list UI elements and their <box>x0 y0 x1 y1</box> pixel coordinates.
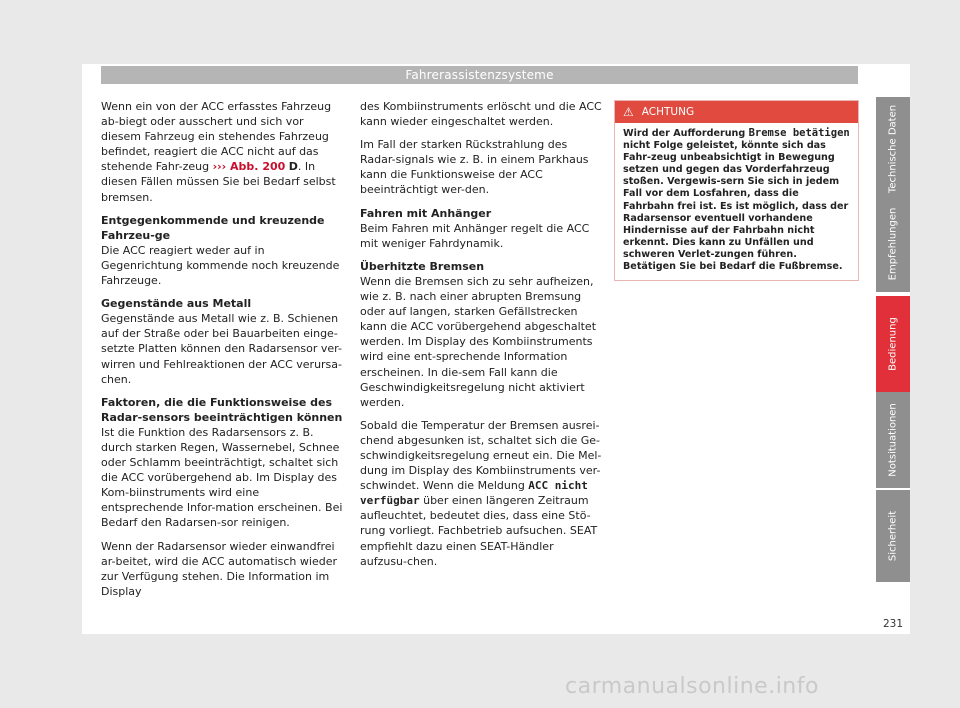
subheading: Entgegenkommende und kreuzende Fahrzeu-ge <box>101 213 325 242</box>
paragraph: Wenn ein von der ACC erfasstes Fahrzeug ab-biegt oder ausschert und sich vor diesem Fahrzeug ein stehendes Fahrzeug befindet, reagiert die ACC nicht auf das stehende Fahr-zeug ››› Abb. 200 D. In diesen Fällen müssen Sie bei Bedarf selbst bremsen. <box>101 100 336 204</box>
paragraph: des Kombiinstruments erlöscht und die ACC kann wieder eingeschaltet werden. <box>360 100 602 129</box>
tab-empfehlungen[interactable]: Empfehlungen <box>876 196 910 292</box>
warning-title: ACHTUNG <box>641 106 695 118</box>
warning-triangle-icon: ⚠ <box>623 105 634 119</box>
tab-bedienung[interactable]: Bedienung <box>876 296 910 392</box>
watermark: carmanualsonline.info <box>565 674 819 699</box>
tab-technische-daten[interactable]: Technische Daten <box>876 97 910 201</box>
paragraph: Gegenstände aus Metall wie z. B. Schienen auf der Straße oder bei Bauarbeiten einge-setzte Platten können den Radarsensor ver-wirren und Fehlreaktionen der ACC verursa-chen. <box>101 312 343 386</box>
paragraph: Beim Fahren mit Anhänger regelt die ACC mit weniger Fahrdynamik. <box>360 221 590 250</box>
page-number: 231 <box>882 618 903 630</box>
text-column-left <box>101 99 344 607</box>
subheading: Gegenstände aus Metall <box>101 297 252 311</box>
paragraph: Wenn die Bremsen sich zu sehr aufheizen, wie z. B. nach einer abrupten Bremsung oder auf langen, starken Gefällstrecken kann die ACC vorübergehend abgeschaltet werden. Im Display des Kombiinstruments wird eine ent-sprechende Information erscheinen. In die-sem Fall kann die Geschwindigkeitsregelung nicht aktiviert werden. <box>360 274 597 409</box>
warning-header <box>615 101 858 123</box>
paragraph: Sobald die Temperatur der Bremsen ausrei-chend abgesunken ist, schaltet sich die Ge-schwindigkeitsregelung erneut ein. Die Mel-dung im Display des Kombiinstruments ver-schwindet. Wenn die Meldung ACC nicht verfügbar über einen längeren Zeitraum aufleuchtet, bedeutet dies, dass eine Stö-rung vorliegt. Fachbetrieb aufsuchen. SEAT empfiehlt dazu einen SEAT-Händler aufzusu-chen. <box>360 418 602 568</box>
text-column-middle <box>360 99 603 577</box>
paragraph: Die ACC reagiert weder auf in Gegenrichtung kommende noch kreuzende Fahrzeuge. <box>101 243 340 288</box>
display-message: Bremse betätigen <box>748 127 850 139</box>
display-message: ACC nicht verfügbar <box>360 479 588 508</box>
tab-sicherheit[interactable]: Sicherheit <box>876 490 910 582</box>
subheading: Faktoren, die die Funktionsweise des Radar-sensors beeinträchtigen können <box>101 395 343 424</box>
paragraph: Wenn der Radarsensor wieder einwandfrei ar-beitet, wird die ACC automatisch wieder zur Verfügung stehen. Die Information im Display <box>101 539 337 598</box>
tab-notsituationen[interactable]: Notsituationen <box>876 392 910 488</box>
paragraph: Im Fall der starken Rückstrahlung des Radar-signals wie z. B. in einem Parkhaus kann die Funktionsweise der ACC beeinträchtigt wer-den. <box>360 138 589 197</box>
warning-text: Wird der Aufforderung Bremse betätigen nicht Folge geleistet, könnte sich das Fahr-zeug unbeabsichtigt in Bewegung setzen und gegen das Vorderfahrzeug stoßen. Vergewis-sern Sie sich in jedem Fall vor dem Losfahren, dass die Fahrbahn frei ist. Es ist möglich, dass der Radarsensor eventuell vorhandene Hindernisse auf der Fahrbahn nicht erkennt. Dies kann zu Unfällen und schweren Verlet-zungen führen. Betätigen Sie bei Bedarf die Fußbremse. <box>623 127 850 273</box>
paragraph: Ist die Funktion des Radarsensors z. B. durch starken Regen, Wassernebel, Schnee oder Schlamm beeinträchtigt, schaltet sich die ACC vorübergehend ab. Im Display des Kom-biinstruments wird eine entsprechende Infor-mation erscheinen. Bei Bedarf den Radarsen-sor reinigen. <box>101 425 343 530</box>
subheading: Überhitzte Bremsen <box>360 259 485 273</box>
section-header: Fahrerassistenzsysteme <box>101 66 858 84</box>
warning-box <box>614 100 859 281</box>
figure-reference-link[interactable]: ››› Abb. 200 <box>212 160 286 174</box>
subheading: Fahren mit Anhänger <box>360 206 492 220</box>
